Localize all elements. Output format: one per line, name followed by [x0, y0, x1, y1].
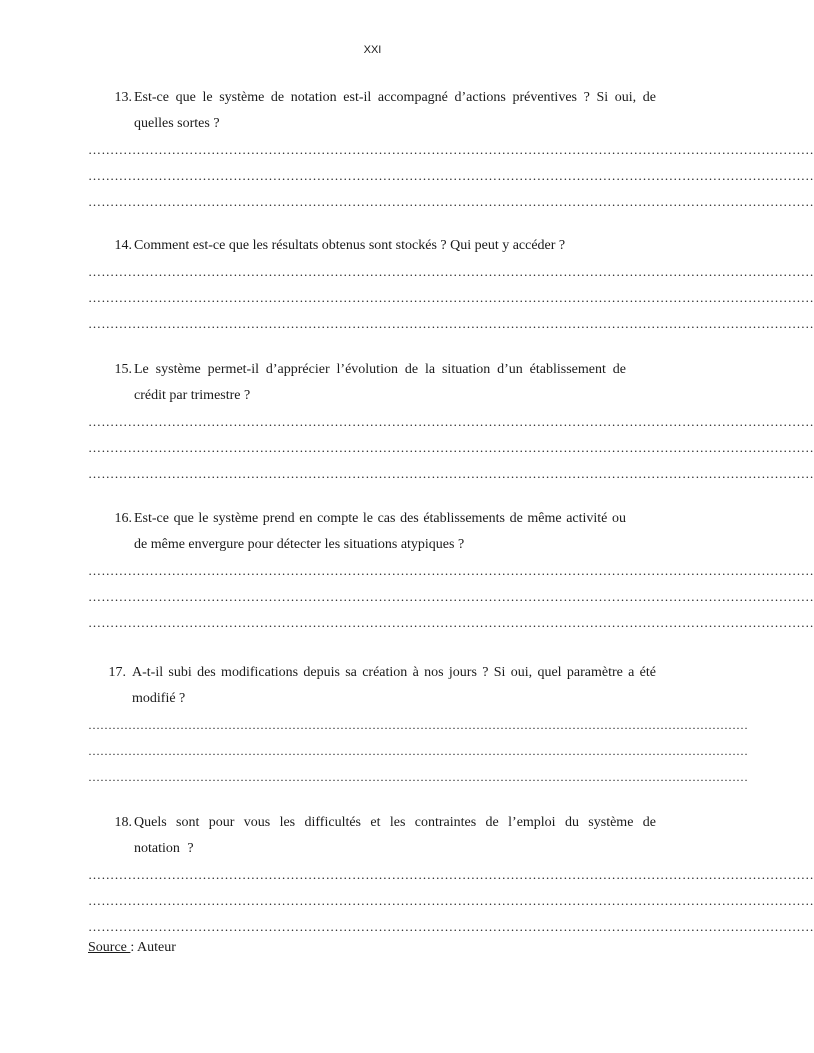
source-note	[88, 940, 176, 956]
answer-line[interactable]: …………………………………………………………………………………………………………………………………………………	[88, 893, 814, 908]
source-value: : Auteur	[130, 940, 176, 955]
answer-line[interactable]: …………………………………………………………………………………………………………………………………………………	[88, 414, 814, 429]
answer-line[interactable]: …………………………………………………………………………………………………………………………………………………	[88, 316, 814, 331]
answer-line[interactable]: …………………………………………………………………………………………………………………………………………………	[88, 142, 814, 157]
question-text: Est-ce que le système de notation est-il accompagné d’actions préventives ? Si oui, de quelles sortes ?	[134, 90, 656, 131]
question-17	[88, 660, 748, 790]
answer-line[interactable]: …………………………………………………………………………………………………………………………………………………	[88, 194, 814, 209]
answer-line[interactable]: …………………………………………………………………………………………………………………………………………………	[88, 563, 814, 578]
question-text: Quels sont pour vous les difficultés et les contraintes de l’emploi du système de notation ?	[134, 815, 656, 856]
question-number: 16.	[114, 511, 132, 526]
question-number: 18.	[114, 815, 132, 830]
question-14	[88, 233, 814, 337]
question-number: 13.	[114, 90, 132, 105]
answer-line[interactable]: …………………………………………………………………………………………………………………………………………………	[88, 264, 814, 279]
question-13	[88, 85, 814, 215]
answer-line[interactable]: …………………………………………………………………………………………………………………………………………………	[88, 466, 814, 481]
answer-line[interactable]: …………………………………………………………………………………………………………………………………………………	[88, 440, 814, 455]
answer-line[interactable]: …………………………………………………………………………………………………………………………………………………	[88, 919, 814, 934]
answer-line[interactable]: …………………………………………………………………………………………………………………………………………………	[88, 290, 814, 305]
question-text: Est-ce que le système prend en compte le cas des établissements de même activité ou de même envergure pour détecter les situations atypiques ?	[134, 511, 626, 552]
question-15	[88, 357, 814, 487]
answer-line[interactable]: …………………………………………………………………………………………………………………………………………………	[88, 589, 814, 604]
source-label: Source	[88, 940, 131, 955]
question-number: 15.	[114, 362, 132, 377]
question-16	[88, 506, 814, 636]
question-text: Le système permet-il d’apprécier l’évolution de la situation d’un établissement de crédit par trimestre ?	[134, 362, 626, 403]
question-18	[88, 810, 814, 940]
question-text: Comment est-ce que les résultats obtenus sont stockés ? Qui peut y accéder ?	[134, 238, 566, 253]
answer-line[interactable]: …………………………………………………………………………………………………………………………………………………	[88, 168, 814, 183]
answer-line[interactable]: …………………………………………………………………………………………………………………………………………………	[88, 867, 814, 882]
answer-line[interactable]: …………………………………………………………………………………………………………………………………………………	[88, 615, 814, 630]
page-number: XXI	[363, 44, 382, 56]
answer-line[interactable]: …………………………………………………………………………………………………………………………………………………	[88, 744, 748, 758]
question-number: 17.	[108, 665, 126, 680]
question-number: 14.	[114, 238, 132, 253]
answer-line[interactable]: …………………………………………………………………………………………………………………………………………………	[88, 718, 748, 732]
question-text: A-t-il subi des modifications depuis sa création à nos jours ? Si oui, quel paramètre a été modifié ?	[132, 665, 656, 706]
answer-line[interactable]: …………………………………………………………………………………………………………………………………………………	[88, 770, 748, 784]
